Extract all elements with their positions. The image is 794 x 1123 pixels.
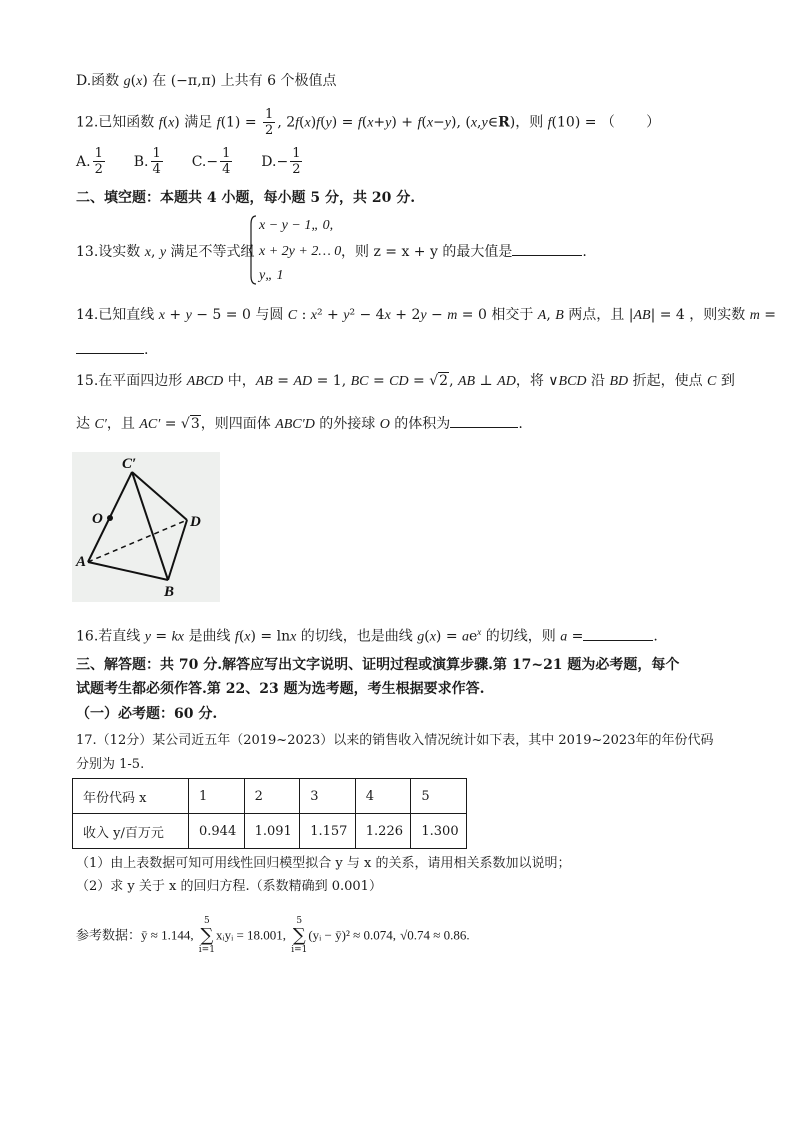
q16-stem: 16.若直线 y = kx 是曲线 f(x) = lnx 的切线，也是曲线 $g(x) = ae^x$ 的切线，则 a = .	[76, 627, 658, 645]
table-cell: 3	[300, 779, 356, 814]
label-a: A	[76, 554, 87, 570]
section2-heading: 二、填空题：本题共 4 小题，每小题 5 分，共 20 分.	[76, 190, 416, 206]
q14-answer-line: .	[76, 340, 148, 360]
q17-reference-data: 参考数据：ȳ ≈ 1.144, 5 ∑ i=1 xᵢyᵢ = 18.001, 5 ∑ i=1 (yᵢ − ȳ)² ≈ 0.074, √0.74 ≈ 0.86.	[76, 916, 470, 955]
q13-stem: 13.设实数 x, y 满足不等式组	[76, 244, 255, 260]
q13-constraint-1: x − y − 1„ 0,	[259, 218, 334, 233]
sum-symbol: 5 ∑ i=1	[291, 916, 308, 955]
q13-tail: ，则 z = x + y 的最大值是 .	[341, 244, 587, 260]
table-cell: 0.944	[189, 814, 245, 849]
section3-heading-line2: 试题考生都必须作答.第 22、23 题为选考题，考生根据要求作答.	[76, 681, 485, 697]
q12-stem: 12.已知函数 f(x) 满足 f(1) = $\frac{1}{2}$ , 2f(x)f(y) = f(x+y) + f(x−y), (x,y∈R)，则 f(10) = （ ）	[76, 107, 661, 138]
q17-data-table	[72, 778, 467, 849]
section3-heading-line1: 三、解答题：共 70 分.解答应写出文字说明、证明过程或演算步骤.第 17~21 题为必考题，每个	[76, 657, 680, 673]
table-row-income	[73, 814, 467, 849]
q15-stem-line2: 达 C′，且 AC′ = √3，则四面体 ABC′D 的外接球 O 的体积为 .	[76, 416, 523, 432]
table-cell: 1.300	[411, 814, 467, 849]
q11-option-d: D.函数 g(x) 在 (−π,π) 上共有 6 个极值点	[76, 73, 337, 89]
q13-constraint-3: y„ 1	[259, 268, 284, 283]
q15-answer-blank[interactable]	[450, 427, 518, 428]
q17-intro-line1: 17.（12分）某公司近五年（2019~2023）以来的销售收入情况统计如下表，其中 2019~2023年的年份代码	[76, 733, 714, 748]
q17-intro-line2: 分别为 1-5.	[76, 757, 145, 772]
point-o	[107, 515, 113, 521]
table-cell: 5	[411, 779, 467, 814]
q13-constraint-2: x + 2y + 2… 0	[259, 244, 342, 259]
table-cell: 1.226	[355, 814, 411, 849]
q12-options	[76, 146, 304, 177]
q12-option-c[interactable]: C.− $\frac{1}{4}$	[191, 146, 231, 177]
q17-part2: （2）求 y 关于 x 的回归方程.（系数精确到 0.001）	[76, 879, 382, 894]
table-cell: 2	[244, 779, 300, 814]
label-d: D	[190, 514, 201, 530]
q13-brace	[248, 214, 258, 286]
q14-stem: 14.已知直线 x + y − 5 = 0 与圆 C : x² + y² − 4x + 2y − m = 0 相交于 A, B 两点，且 |AB| = 4 ，则实数 m =	[76, 307, 777, 323]
section3-subheading: （一）必考题：60 分.	[76, 706, 218, 722]
q13-answer-blank[interactable]	[512, 255, 582, 256]
q14-answer-blank[interactable]	[76, 353, 144, 354]
table-cell: 1	[189, 779, 245, 814]
label-b: B	[164, 584, 175, 600]
q15-stem-line1: 15.在平面四边形 ABCD 中，AB = AD = 1, BC = CD = √2, AB ⊥ AD，将 ∨BCD 沿 BD 折起，使点 C 到	[76, 373, 735, 389]
table-header-year-code: 年份代码 x	[73, 779, 189, 814]
q12-option-d[interactable]: D.− $\frac{1}{2}$	[261, 146, 301, 177]
q15-tetrahedron-figure	[72, 452, 220, 602]
table-cell: 1.157	[300, 814, 356, 849]
fraction-one-half: $\frac{1}{2}$	[265, 107, 274, 138]
label-o: O	[92, 511, 103, 527]
table-header-income: 收入 y/百万元	[73, 814, 189, 849]
table-cell: 1.091	[244, 814, 300, 849]
table-cell: 4	[355, 779, 411, 814]
label-c-prime: C′	[122, 456, 137, 472]
sum-symbol: 5 ∑ i=1	[198, 916, 215, 955]
q16-answer-blank[interactable]	[583, 640, 653, 641]
table-row-year-code	[73, 779, 467, 814]
q12-option-b[interactable]: B. $\frac{1}{4}$	[133, 146, 161, 177]
q12-option-a[interactable]: A. $\frac{1}{2}$	[76, 146, 103, 177]
q17-part1: （1）由上表数据可知可用线性回归模型拟合 y 与 x 的关系，请用相关系数加以说明；	[76, 856, 571, 871]
